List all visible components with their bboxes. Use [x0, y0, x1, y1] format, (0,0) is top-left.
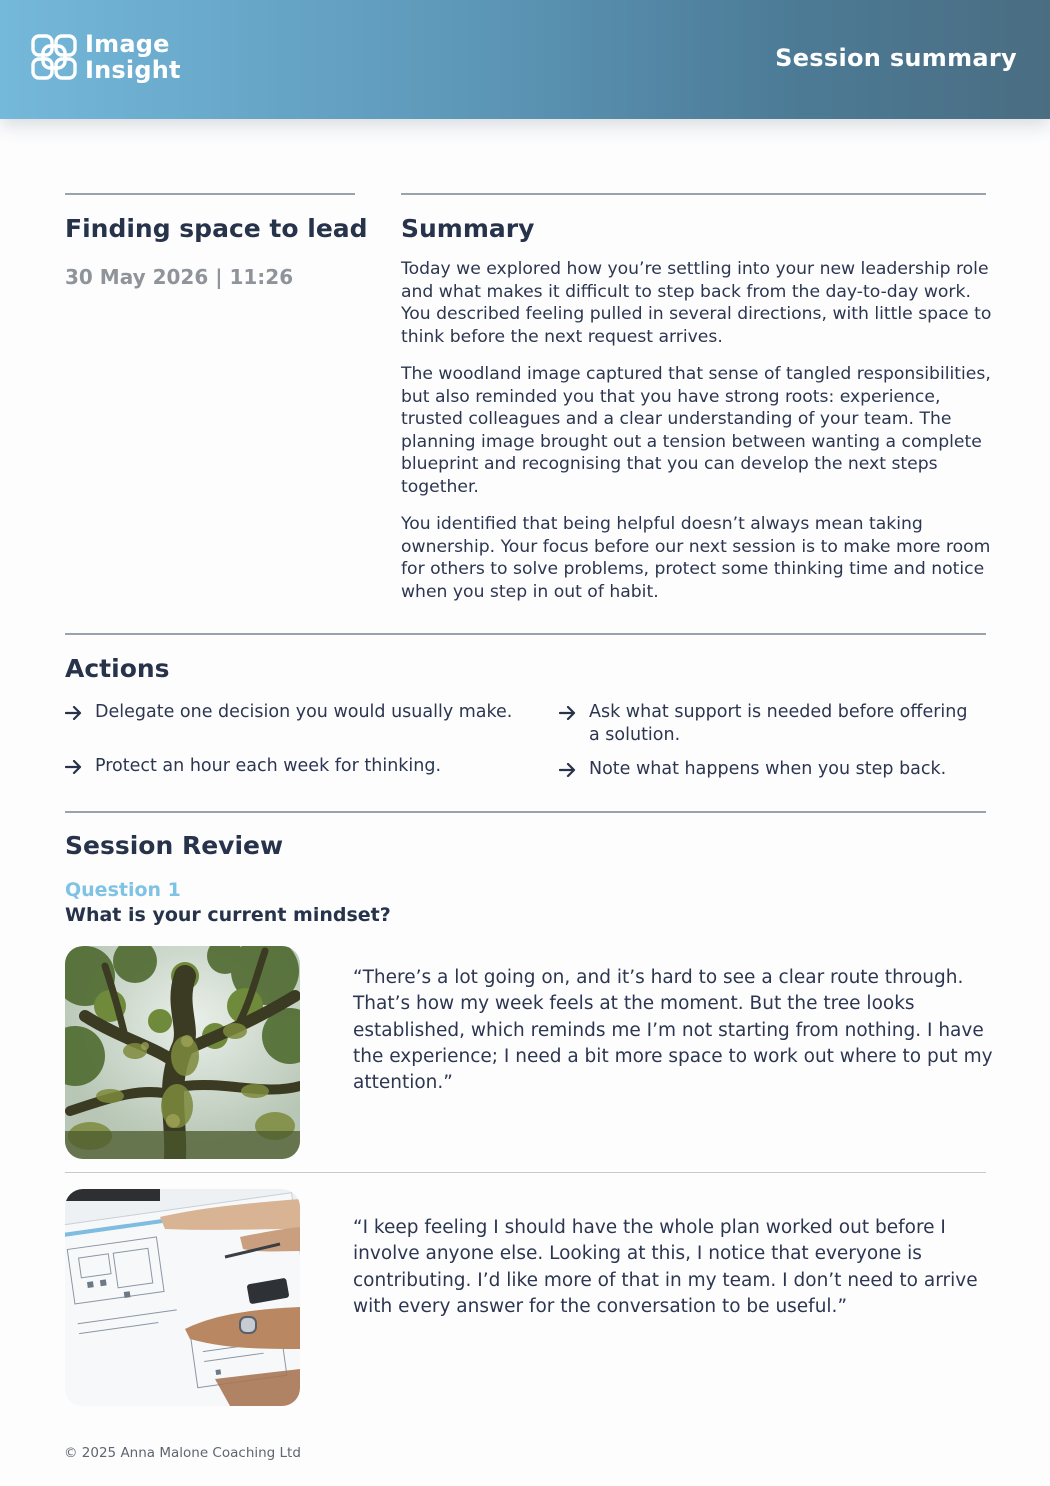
action-text: Protect an hour each week for thinking. — [95, 756, 442, 776]
divider-left-top — [65, 193, 355, 195]
divider-actions — [65, 633, 986, 635]
arrow-right-icon — [65, 755, 85, 778]
summary-paragraph: The woodland image captured that sense of tangled responsibilities, but also reminded you that you have strong roots: experience, trusted colleagues and a clear understanding of your team. The planning image brought out a tension between wanting a complete blueprint and recognising that you can develop the next steps together. — [401, 364, 991, 497]
action-text: Ask what support is needed before offering a solution. — [589, 702, 968, 745]
response-quote: “I keep feeling I should have the whole plan worked out before I involve anyone else. Looking at this, I notice that everyone is contributing. I’d like more of that in my team. I don’t need to arrive with every answer for the conversation to be useful.” — [353, 1217, 978, 1317]
actions-heading: Actions — [65, 654, 170, 683]
divider-responses — [65, 1172, 986, 1173]
summary-paragraph: You identified that being helpful doesn’t always mean taking ownership. Your focus before our next session is to make more room for others to solve problems, protect some thinking time and notice when you step in out of habit. — [401, 514, 991, 602]
brand-logo — [30, 31, 181, 83]
arrow-right-icon — [559, 701, 579, 724]
session-title: Finding space to lead — [65, 214, 368, 243]
action-item — [65, 701, 525, 724]
session-date: 30 May 2026 | 11:26 — [65, 265, 294, 289]
brand-wordmark — [85, 31, 181, 83]
action-item — [559, 701, 979, 747]
brand-line-1: Image — [85, 30, 170, 58]
action-item — [65, 755, 525, 778]
question-text: What is your current mindset? — [65, 904, 391, 926]
page-header — [0, 0, 1050, 119]
question-label: Question 1 — [65, 879, 181, 901]
divider-right-top — [401, 193, 986, 195]
action-item — [559, 758, 979, 781]
divider-review — [65, 811, 986, 813]
arrow-right-icon — [65, 701, 85, 724]
arrow-right-icon — [559, 758, 579, 781]
action-text: Note what happens when you step back. — [589, 759, 947, 779]
footer-copyright: © 2025 Anna Malone Coaching Ltd — [64, 1445, 301, 1461]
review-heading: Session Review — [65, 831, 284, 860]
summary-body — [401, 258, 996, 618]
blueprint-planning-photo — [65, 1189, 300, 1406]
header-title: Session summary — [775, 44, 1017, 72]
mossy-tree-photo — [65, 946, 300, 1159]
summary-paragraph: Today we explored how you’re settling into your new leadership role and what makes it difficult to step back from the day-to-day work. You described feeling pulled in several directions, with little space to think before the next request arrives. — [401, 259, 992, 347]
interlocking-squares-logo-icon — [30, 33, 78, 81]
summary-heading: Summary — [401, 214, 535, 243]
action-text: Delegate one decision you would usually make. — [95, 702, 513, 722]
brand-line-2: Insight — [85, 56, 181, 84]
response-quote: “There’s a lot going on, and it’s hard to see a clear route through. That’s how my week feels at the moment. But the tree looks established, which reminds me I’m not starting from nothing. I have the experience; I need a bit more space to work out where to put my attention.” — [353, 967, 993, 1094]
